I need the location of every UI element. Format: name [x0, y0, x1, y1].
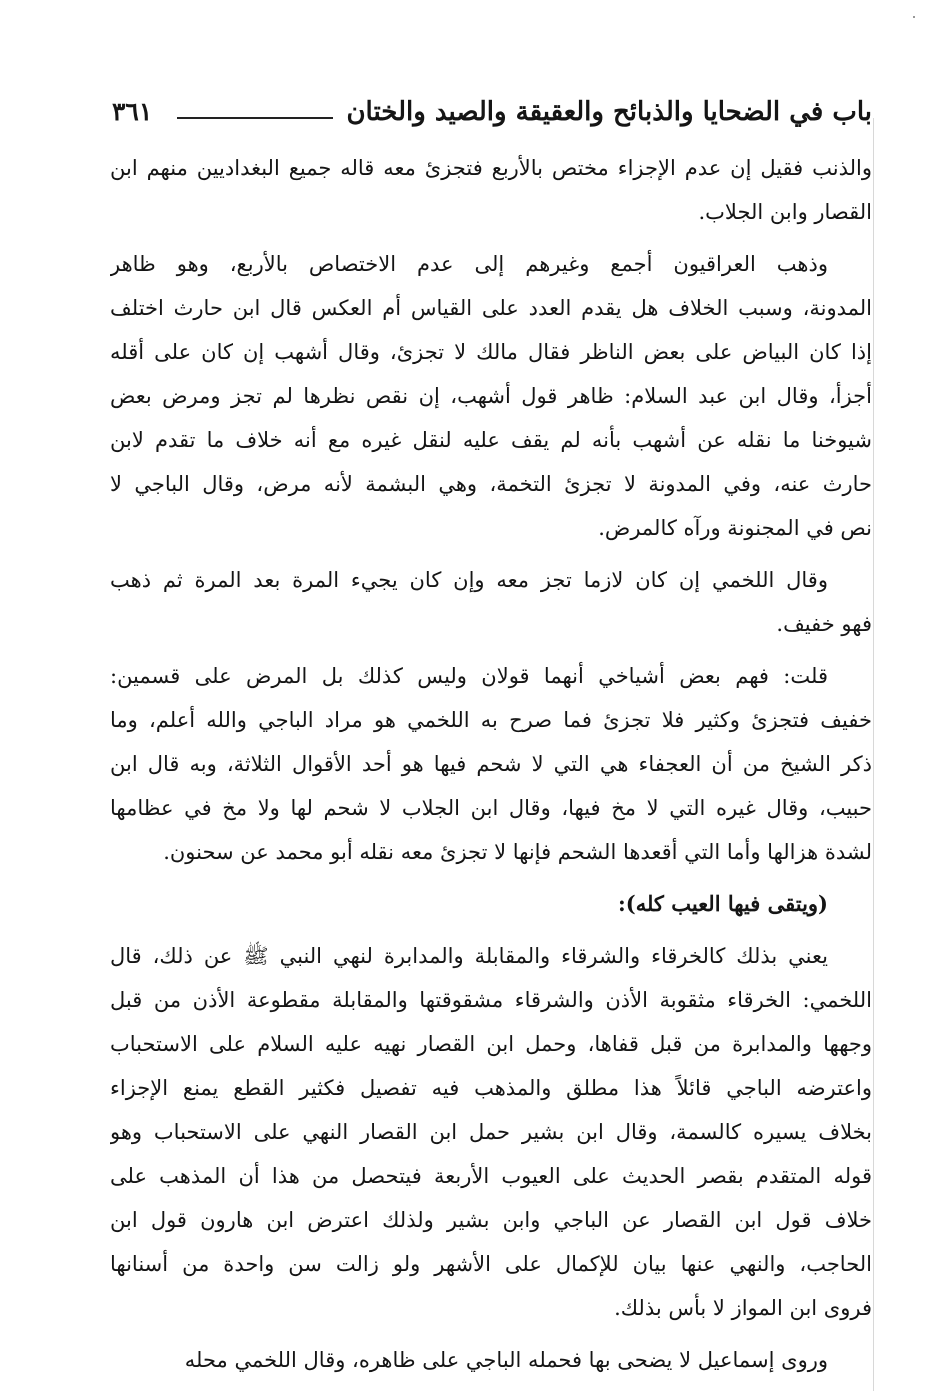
paragraph: [110, 1338, 872, 1382]
paragraph: [110, 242, 872, 550]
running-title: باب في الضحايا والذبائح والعقيقة والصيد والختان: [346, 97, 872, 127]
text-line: شيوخنا ما نقله عن أشهب بأنه لم يقف عليه لنقل غيره مع أنه خلاف ما تقدم لابن: [110, 428, 872, 452]
text-line: وقال اللخمي إن كان لازما تجز معه وإن كان يجيء المرة بعد المرة ثم ذهب: [110, 568, 828, 592]
text-line: لشدة هزالها وأما التي أقعدها الشحم فإنها لا تجزئ معه نقله أبو محمد عن سحنون.: [163, 840, 872, 864]
text-line: يعني بذلك كالخرقاء والشرقاء والمقابلة والمدابرة لنهي النبي ﷺ عن ذلك، قال: [110, 944, 828, 968]
binding-edge-line: [873, 118, 874, 1391]
text-line: وجهها والمدابرة من قبل قفاها، وحمل ابن القصار نهيه عليه السلام على الاستحباب: [110, 1032, 872, 1056]
paragraph: [110, 558, 872, 646]
text-line: وروى إسماعيل لا يضحى بها فحمله الباجي على ظاهره، وقال اللخمي محله: [184, 1348, 828, 1372]
text-line: الحاجب، والنهي عنها بيان للإكمال على الأشهر ولو زالت سن واحدة من أسنانها: [110, 1252, 872, 1276]
page-number: ٣٦١: [112, 97, 153, 126]
text-line: أجزأ، وقال ابن عبد السلام: ظاهر قول أشهب، إن نقص نظرها لم تجز ومرض بعض: [110, 384, 872, 408]
text-line: قلت: فهم بعض أشياخي أنهما قولان وليس كذلك بل المرض على قسمين:: [110, 664, 828, 688]
paragraph: [110, 654, 872, 874]
text-line: بخلاف يسيره كالسمة، وقال ابن بشير حمل ابن القصار النهي على الاستحباب وهو: [110, 1120, 872, 1144]
text-line: واعترضه الباجي قائلاً هذا مطلق والمذهب فيه تفصيل فكثير القطع يمنع الإجزاء: [110, 1076, 872, 1100]
header-rule: [177, 117, 333, 119]
paragraph: [110, 146, 872, 234]
text-line: اللخمي: الخرقاء مثقوبة الأذن والشرقاء مشقوقتها والمقابلة مقطوعة الأذن من قبل: [110, 988, 872, 1012]
text-line: إذا كان البياض على بعض الناظر فقال مالك لا تجزئ، وقال أشهب إن كان على أقله: [110, 340, 872, 364]
scan-speck: [913, 16, 915, 18]
text-line: المدونة، وسبب الخلاف هل يقدم العدد على القياس أم العكس قال ابن حارث اختلف: [110, 296, 872, 320]
text-line: قوله المتقدم بقصر الحديث على العيوب الأربعة فيتحصل من هذا أن المذهب على: [110, 1164, 872, 1188]
text-line: فروى ابن المواز لا بأس بذلك.: [614, 1296, 872, 1320]
section-heading: (ويتقى فيها العيب كله):: [618, 891, 828, 916]
text-line: حارث عنه، وفي المدونة لا تجزئ التخمة، وهي البشمة لأنه مرض، وقال الباجي لا: [110, 472, 872, 496]
text-line: القصار وابن الجلاب.: [698, 200, 872, 224]
body-text: [110, 146, 872, 1382]
text-line: وذهب العراقيون أجمع وغيرهم إلى عدم الاختصاص بالأربع، وهو ظاهر: [110, 252, 828, 276]
text-line: حبيب، وقال غيره التي لا مخ فيها، وقال ابن الجلاب لا شحم لها ولا مخ في عظامها: [110, 796, 872, 820]
text-line: ذكر الشيخ من أن العجفاء هي التي لا شحم فيها هو أحد الأقوال الثلاثة، وبه قال ابن: [110, 752, 872, 776]
section-heading-paragraph: [110, 882, 872, 926]
paragraph: [110, 934, 872, 1330]
page-header: [112, 92, 872, 132]
text-line: خفيف فتجزئ وكثير فلا تجزئ فما صرح به اللخمي هو مراد الباجي والله أعلم، وما: [110, 708, 872, 732]
text-line: نص في المجنونة ورآه كالمرض.: [598, 516, 872, 540]
text-line: والذنب فقيل إن عدم الإجزاء مختص بالأربع فتجزئ معه قاله جميع البغداديين منهم ابن: [110, 156, 872, 180]
text-line: فهو خفيف.: [776, 612, 872, 636]
text-line: خلاف قول ابن القصار عن الباجي وابن بشير ولذلك اعترض ابن هارون قول ابن: [110, 1208, 872, 1232]
